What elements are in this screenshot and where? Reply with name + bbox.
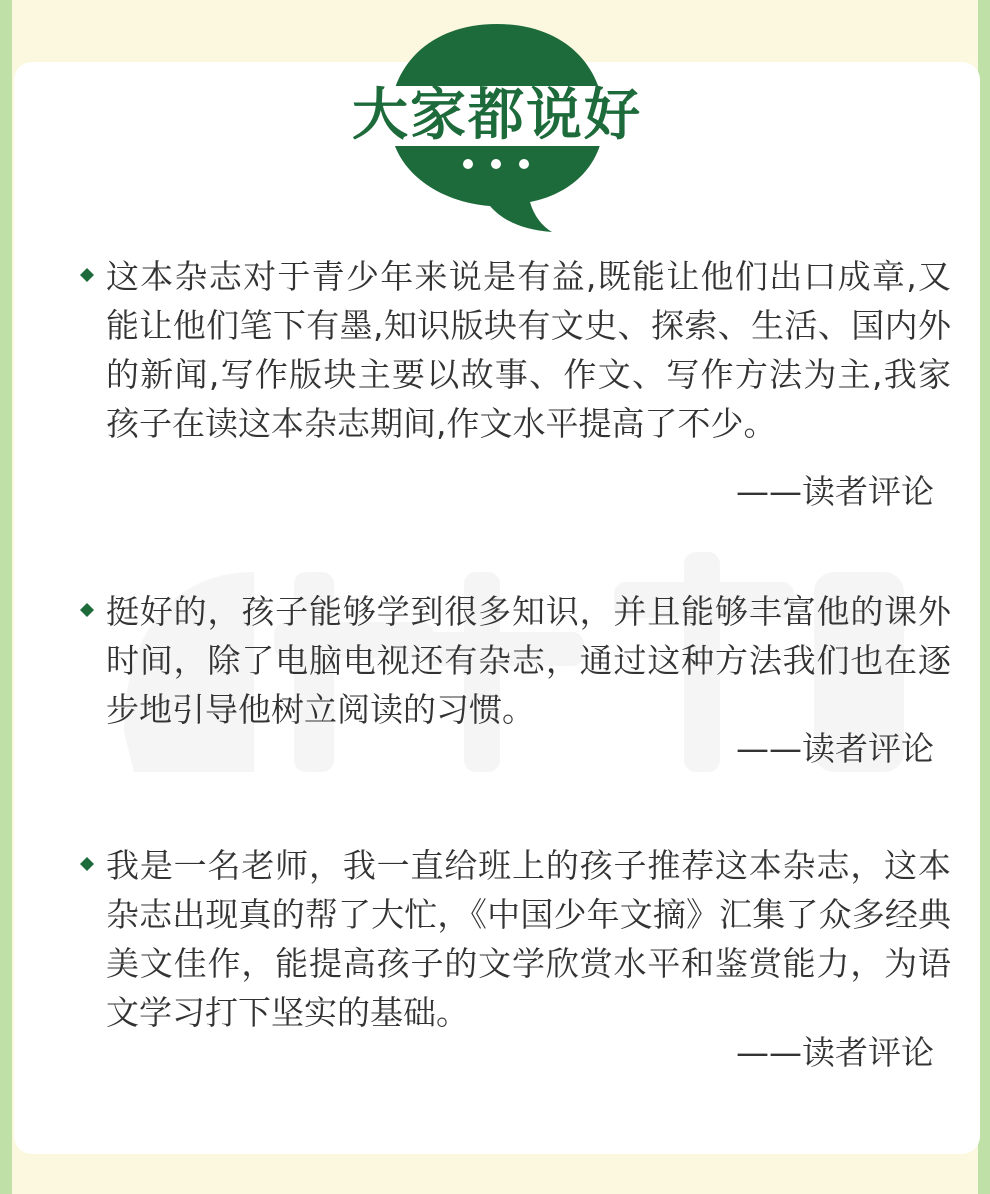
review-text: 我是一名老师，我一直给班上的孩子推荐这本杂志，这本杂志出现真的帮了大忙，《中国少年文摘》汇集了众多经典美文佳作，能提高孩子的文学欣赏水平和鉴赏能力，为语文学习打下坚实的基础。 [106,846,951,1032]
ellipsis-icon [456,154,536,174]
diamond-bullet-icon [80,857,94,871]
review-text: 挺好的，孩子能够学到很多知识，并且能够丰富他的课外时间，除了电脑电视还有杂志，通过这种方法我们也在逐步地引导他树立阅读的习惯。 [106,592,951,729]
page-title: 大家都说好 [352,83,642,148]
review-attribution: ——读者评论 [736,729,934,768]
review-text: 这本杂志对于青少年来说是有益,既能让他们出口成章,又能让他们笔下有墨,知识版块有文史、探索、生活、国内外的新闻,写作版块主要以故事、作文、写作方法为主,我家孩子在读这本杂志期间,作文水平提高了不少。 [106,257,951,443]
title-badge [342,24,652,239]
review-attribution: ——读者评论 [736,472,934,511]
diamond-bullet-icon [80,268,94,282]
review-attribution: ——读者评论 [736,1033,934,1072]
left-border-strip [0,0,12,1194]
diamond-bullet-icon [80,603,94,617]
